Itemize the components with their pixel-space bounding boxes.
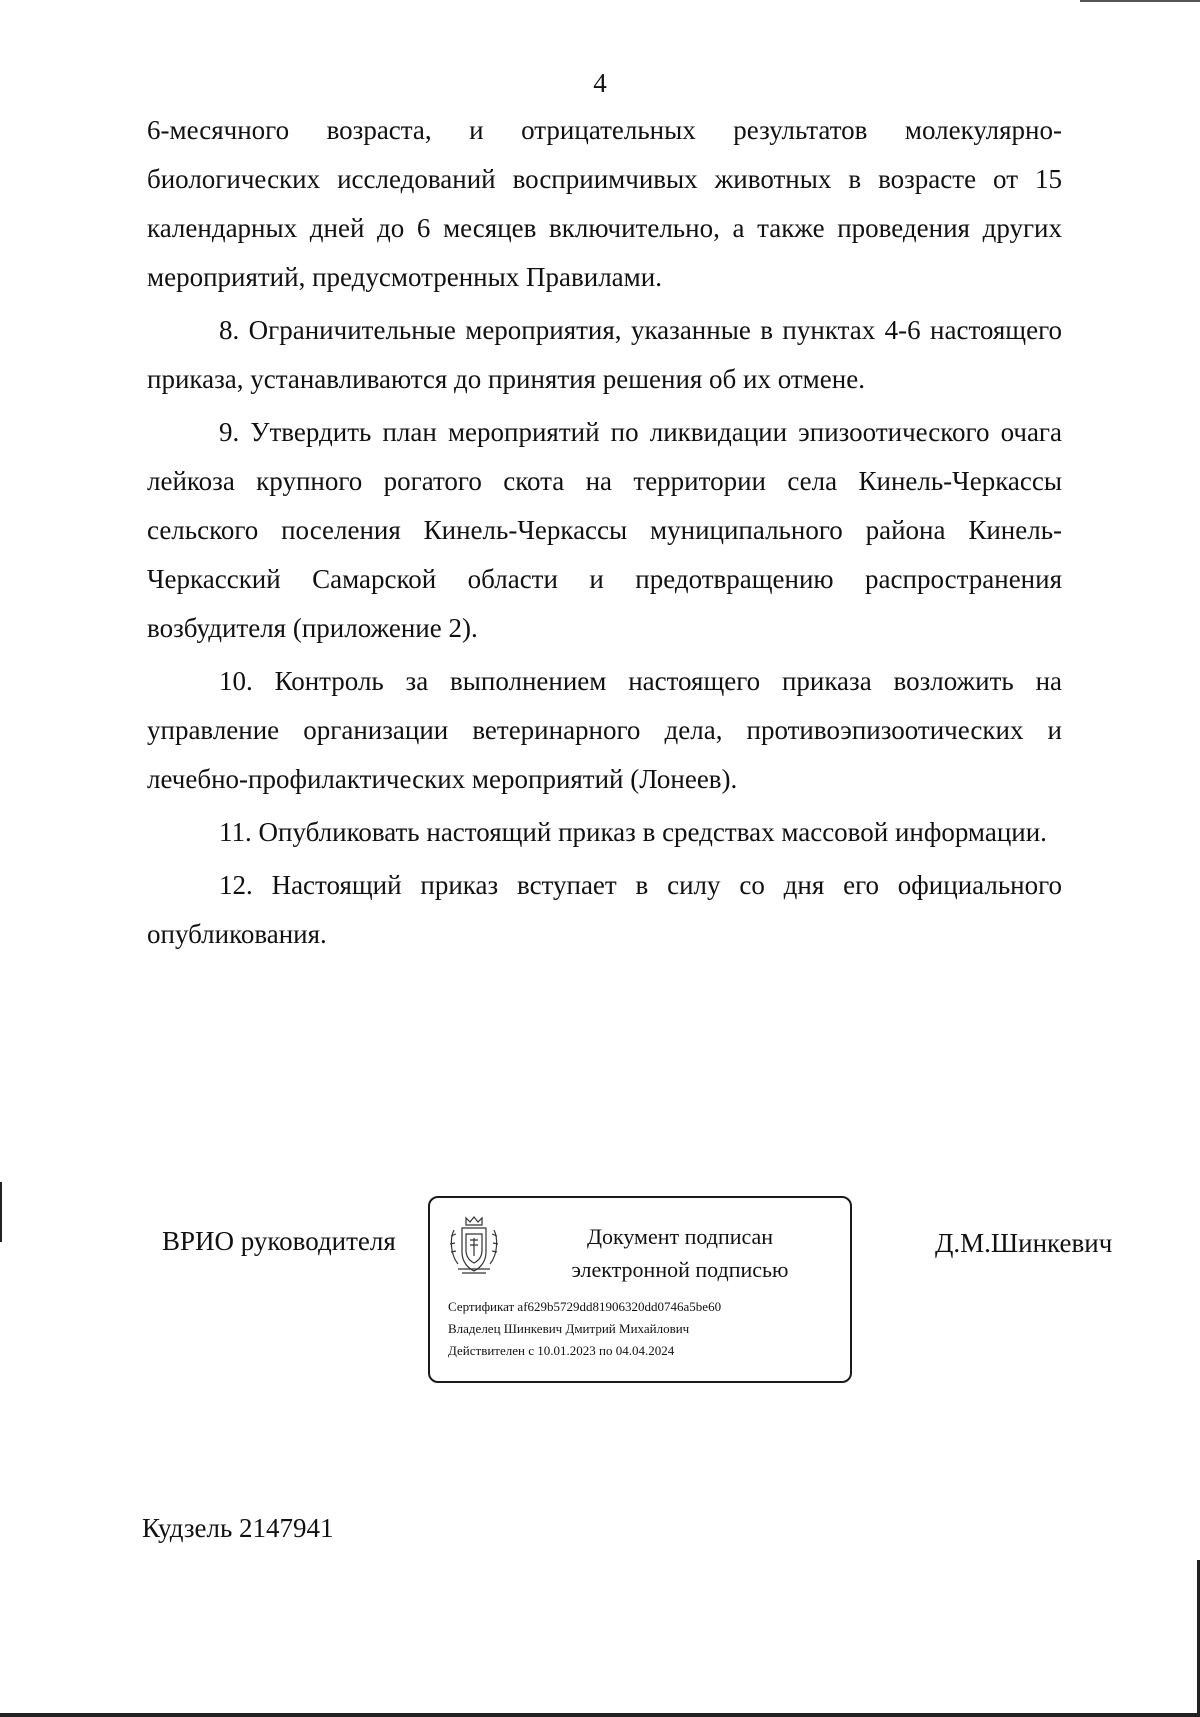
scan-edge-bottom <box>0 1713 1200 1717</box>
scan-edge-top <box>1080 0 1200 2</box>
stamp-details <box>448 1296 721 1362</box>
paragraph-item-9: 9. Утвердить план мероприятий по ликвидации эпизоотического очага лейкоза крупного рогатого скота на территории села Кинель-Черкассы сельского поселения Кинель-Черкассы муниципального района Кинель-Черкасский Самарской области и предотвращению распространения возбудителя (приложение 2). <box>147 417 1062 643</box>
stamp-heading <box>530 1220 830 1286</box>
signer-name: Д.М.Шинкевич <box>935 1228 1113 1258</box>
executor-info: Кудзель 2147941 <box>142 1513 334 1543</box>
stamp-heading-line2: электронной подписью <box>571 1257 789 1282</box>
paragraph-item-10: 10. Контроль за выполнением настоящего приказа возложить на управление организации ветеринарного дела, противоэпизоотических и лечебно-профилактических мероприятий (Лонеев). <box>147 666 1062 794</box>
paragraph-item-11: 11. Опубликовать настоящий приказ в средствах массовой информации. <box>219 817 1047 847</box>
paragraph-item-12: 12. Настоящий приказ вступает в силу со дня его официального опубликования. <box>147 870 1062 949</box>
certificate-owner: Владелец Шинкевич Дмитрий Михайлович <box>448 1321 690 1336</box>
paragraph-continuation: 6-месячного возраста, и отрицательных результатов молекулярно-биологических исследований восприимчивых животных в возрасте от 15 календарных дней до 6 месяцев включительно, а также проведения других мероприятий, предусмотренных Правилами. <box>147 115 1062 292</box>
paragraph-item-8: 8. Ограничительные мероприятия, указанные в пунктах 4-6 настоящего приказа, устанавливаются до принятия решения об их отмене. <box>147 315 1062 394</box>
signer-title: ВРИО руководителя <box>162 1226 396 1256</box>
stamp-heading-line1: Документ подписан <box>586 1224 774 1249</box>
coat-of-arms-icon <box>448 1214 500 1276</box>
page-number: 4 <box>593 68 607 98</box>
scan-edge-left <box>0 1182 2 1242</box>
certificate-number: Сертификат af629b5729dd81906320dd0746a5be60 <box>448 1299 722 1314</box>
document-body <box>147 106 1062 963</box>
electronic-signature-stamp <box>428 1196 852 1383</box>
certificate-validity: Действителен с 10.01.2023 по 04.04.2024 <box>448 1343 675 1358</box>
